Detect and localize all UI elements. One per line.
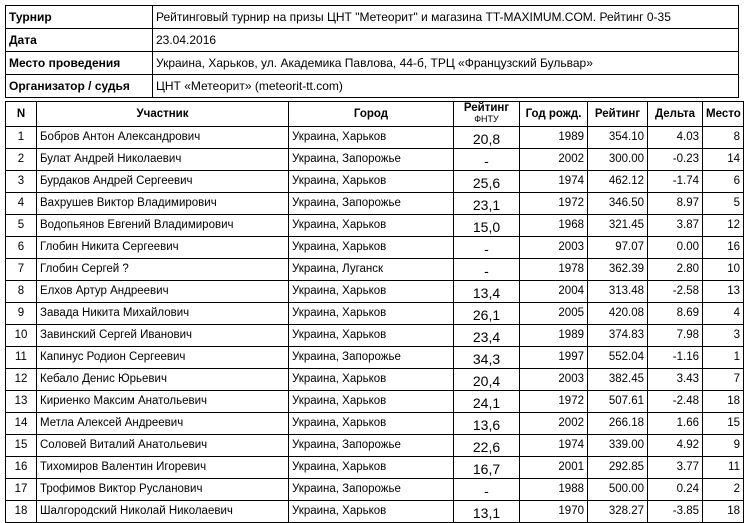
cell-birth-year: 2004 [520, 281, 588, 303]
cell-place: 2 [703, 479, 744, 501]
cell-city: Украина, Харьков [289, 391, 454, 413]
cell-delta: 0.00 [648, 237, 703, 259]
cell-participant: Трофимов Виктор Русланович [37, 479, 289, 501]
tournament-label: Турнир [6, 6, 153, 29]
header-fntu-top: Рейтинг [463, 102, 510, 114]
cell-participant: Соловей Виталий Анатольевич [37, 435, 289, 457]
table-row [6, 347, 744, 369]
cell-city: Украина, Харьков [289, 413, 454, 435]
cell-birth-year: 1972 [520, 391, 588, 413]
cell-delta: 1.66 [648, 413, 703, 435]
cell-n: 7 [6, 259, 37, 281]
cell-n: 4 [6, 193, 37, 215]
tournament-info-table [5, 5, 739, 98]
cell-n: 9 [6, 303, 37, 325]
cell-place: 5 [703, 193, 744, 215]
cell-n: 2 [6, 149, 37, 171]
cell-place: 9 [703, 435, 744, 457]
cell-rating: 266.18 [588, 413, 648, 435]
cell-rating: 462.12 [588, 171, 648, 193]
cell-birth-year: 2001 [520, 457, 588, 479]
table-row [6, 193, 744, 215]
cell-participant: Завада Никита Михайлович [37, 303, 289, 325]
cell-participant: Водопьянов Евгений Владимирович [37, 215, 289, 237]
table-row [6, 127, 744, 149]
cell-rating: 339.00 [588, 435, 648, 457]
cell-participant: Кебало Денис Юрьевич [37, 369, 289, 391]
cell-place: 11 [703, 457, 744, 479]
cell-place: 16 [703, 237, 744, 259]
cell-place: 4 [703, 303, 744, 325]
results-body [6, 127, 744, 523]
cell-place: 13 [703, 281, 744, 303]
cell-delta: 3.77 [648, 457, 703, 479]
cell-delta: -1.16 [648, 347, 703, 369]
cell-n: 3 [6, 171, 37, 193]
cell-delta: 0.24 [648, 479, 703, 501]
cell-n: 11 [6, 347, 37, 369]
venue-label: Место проведения [6, 52, 153, 75]
cell-place: 10 [703, 259, 744, 281]
cell-rating: 97.07 [588, 237, 648, 259]
cell-rating: 507.61 [588, 391, 648, 413]
cell-fntu-rating: 26,1 [454, 303, 520, 325]
cell-birth-year: 2005 [520, 303, 588, 325]
cell-place: 12 [703, 215, 744, 237]
cell-city: Украина, Харьков [289, 237, 454, 259]
cell-n: 10 [6, 325, 37, 347]
cell-participant: Елхов Артур Андреевич [37, 281, 289, 303]
cell-delta: 2.80 [648, 259, 703, 281]
cell-fntu-rating: - [454, 149, 520, 171]
cell-city: Украина, Харьков [289, 171, 454, 193]
cell-delta: -0.23 [648, 149, 703, 171]
table-row [6, 259, 744, 281]
cell-participant: Шалгородский Николай Николаевич [37, 501, 289, 523]
cell-delta: -1.74 [648, 171, 703, 193]
cell-birth-year: 1970 [520, 501, 588, 523]
cell-place: 18 [703, 501, 744, 523]
table-row [6, 479, 744, 501]
venue-value: Украина, Харьков, ул. Академика Павлова, 44-б, ТРЦ «Французский Бульвар» [153, 52, 739, 75]
cell-rating: 321.45 [588, 215, 648, 237]
table-row [6, 369, 744, 391]
cell-rating: 374.83 [588, 325, 648, 347]
cell-n: 5 [6, 215, 37, 237]
cell-fntu-rating: 23,1 [454, 193, 520, 215]
cell-birth-year: 1974 [520, 435, 588, 457]
cell-delta: 4.92 [648, 435, 703, 457]
cell-birth-year: 2003 [520, 237, 588, 259]
cell-birth-year: 2003 [520, 369, 588, 391]
cell-city: Украина, Харьков [289, 325, 454, 347]
header-birth-year: Год рожд. [520, 102, 588, 127]
cell-delta: 8.97 [648, 193, 703, 215]
cell-place: 3 [703, 325, 744, 347]
cell-city: Украина, Запорожье [289, 435, 454, 457]
cell-fntu-rating: 13,4 [454, 281, 520, 303]
cell-fntu-rating: 23,4 [454, 325, 520, 347]
cell-rating: 420.08 [588, 303, 648, 325]
cell-fntu-rating: - [454, 259, 520, 281]
cell-fntu-rating: 15,0 [454, 215, 520, 237]
cell-n: 1 [6, 127, 37, 149]
cell-delta: 7.98 [648, 325, 703, 347]
table-row [6, 281, 744, 303]
cell-delta: 4.03 [648, 127, 703, 149]
cell-birth-year: 2002 [520, 149, 588, 171]
cell-birth-year: 1989 [520, 325, 588, 347]
header-rating: Рейтинг [588, 102, 648, 127]
cell-fntu-rating: 16,7 [454, 457, 520, 479]
cell-delta: 3.87 [648, 215, 703, 237]
cell-rating: 382.45 [588, 369, 648, 391]
table-row [6, 237, 744, 259]
table-row [6, 215, 744, 237]
cell-fntu-rating: 20,8 [454, 127, 520, 149]
cell-n: 15 [6, 435, 37, 457]
cell-participant: Вахрушев Виктор Владимирович [37, 193, 289, 215]
cell-place: 15 [703, 413, 744, 435]
cell-n: 6 [6, 237, 37, 259]
cell-delta: -2.58 [648, 281, 703, 303]
cell-n: 14 [6, 413, 37, 435]
table-row [6, 325, 744, 347]
cell-delta: 3.43 [648, 369, 703, 391]
cell-city: Украина, Харьков [289, 369, 454, 391]
table-row [6, 149, 744, 171]
cell-participant: Булат Андрей Николаевич [37, 149, 289, 171]
cell-rating: 500.00 [588, 479, 648, 501]
cell-city: Украина, Харьков [289, 281, 454, 303]
cell-fntu-rating: - [454, 237, 520, 259]
header-participant: Участник [37, 102, 289, 127]
table-row [6, 413, 744, 435]
cell-participant: Капинус Родион Сергеевич [37, 347, 289, 369]
cell-fntu-rating: 25,6 [454, 171, 520, 193]
header-n: N [6, 102, 37, 127]
header-delta: Дельта [648, 102, 703, 127]
cell-participant: Тихомиров Валентин Игоревич [37, 457, 289, 479]
table-row [6, 435, 744, 457]
cell-fntu-rating: 13,6 [454, 413, 520, 435]
cell-fntu-rating: 13,1 [454, 501, 520, 523]
cell-fntu-rating: 34,3 [454, 347, 520, 369]
results-table [5, 101, 744, 523]
cell-birth-year: 1978 [520, 259, 588, 281]
cell-birth-year: 1989 [520, 127, 588, 149]
cell-delta: -3.85 [648, 501, 703, 523]
cell-city: Украина, Харьков [289, 457, 454, 479]
cell-n: 17 [6, 479, 37, 501]
cell-birth-year: 2002 [520, 413, 588, 435]
cell-n: 8 [6, 281, 37, 303]
cell-place: 6 [703, 171, 744, 193]
cell-n: 16 [6, 457, 37, 479]
cell-rating: 313.48 [588, 281, 648, 303]
cell-place: 7 [703, 369, 744, 391]
cell-rating: 292.85 [588, 457, 648, 479]
header-fntu-rating [454, 102, 520, 127]
cell-delta: 8.69 [648, 303, 703, 325]
cell-delta: -2.48 [648, 391, 703, 413]
cell-rating: 328.27 [588, 501, 648, 523]
cell-city: Украина, Запорожье [289, 479, 454, 501]
cell-participant: Бурдаков Андрей Сергеевич [37, 171, 289, 193]
cell-rating: 362.39 [588, 259, 648, 281]
cell-participant: Кириенко Максим Анатольевич [37, 391, 289, 413]
cell-city: Украина, Запорожье [289, 193, 454, 215]
table-row [6, 171, 744, 193]
cell-rating: 300.00 [588, 149, 648, 171]
date-value: 23.04.2016 [153, 29, 739, 52]
cell-place: 8 [703, 127, 744, 149]
cell-fntu-rating: 20,4 [454, 369, 520, 391]
table-row [6, 303, 744, 325]
cell-city: Украина, Запорожье [289, 149, 454, 171]
info-row-date [6, 29, 739, 52]
table-row [6, 457, 744, 479]
header-city: Город [289, 102, 454, 127]
cell-place: 1 [703, 347, 744, 369]
table-row [6, 391, 744, 413]
header-place: Место [703, 102, 744, 127]
cell-participant: Метла Алексей Андреевич [37, 413, 289, 435]
cell-city: Украина, Запорожье [289, 347, 454, 369]
cell-fntu-rating: 24,1 [454, 391, 520, 413]
results-header-row [6, 102, 744, 127]
cell-city: Украина, Харьков [289, 215, 454, 237]
cell-birth-year: 1968 [520, 215, 588, 237]
cell-participant: Завинский Сергей Иванович [37, 325, 289, 347]
tournament-value: Рейтинговый турнир на призы ЦНТ "Метеорит" и магазина TT-MAXIMUM.COM. Рейтинг 0-35 [153, 6, 739, 29]
cell-participant: Бобров Антон Александрович [37, 127, 289, 149]
cell-rating: 346.50 [588, 193, 648, 215]
cell-fntu-rating: - [454, 479, 520, 501]
table-row [6, 501, 744, 523]
cell-n: 18 [6, 501, 37, 523]
cell-city: Украина, Харьков [289, 303, 454, 325]
cell-city: Украина, Харьков [289, 501, 454, 523]
cell-n: 12 [6, 369, 37, 391]
header-fntu-bottom: ФНТУ [474, 114, 499, 124]
cell-birth-year: 1997 [520, 347, 588, 369]
cell-fntu-rating: 22,6 [454, 435, 520, 457]
cell-birth-year: 1988 [520, 479, 588, 501]
cell-place: 14 [703, 149, 744, 171]
info-row-tournament [6, 6, 739, 29]
cell-place: 18 [703, 391, 744, 413]
date-label: Дата [6, 29, 153, 52]
cell-participant: Глобин Сергей ? [37, 259, 289, 281]
cell-birth-year: 1972 [520, 193, 588, 215]
info-row-organizer [6, 75, 739, 98]
cell-rating: 552.04 [588, 347, 648, 369]
cell-city: Украина, Луганск [289, 259, 454, 281]
cell-rating: 354.10 [588, 127, 648, 149]
organizer-label: Организатор / судья [6, 75, 153, 98]
cell-participant: Глобин Никита Сергеевич [37, 237, 289, 259]
cell-birth-year: 1974 [520, 171, 588, 193]
info-row-venue [6, 52, 739, 75]
cell-n: 13 [6, 391, 37, 413]
organizer-value: ЦНТ «Метеорит» (meteorit-tt.com) [153, 75, 739, 98]
cell-city: Украина, Харьков [289, 127, 454, 149]
